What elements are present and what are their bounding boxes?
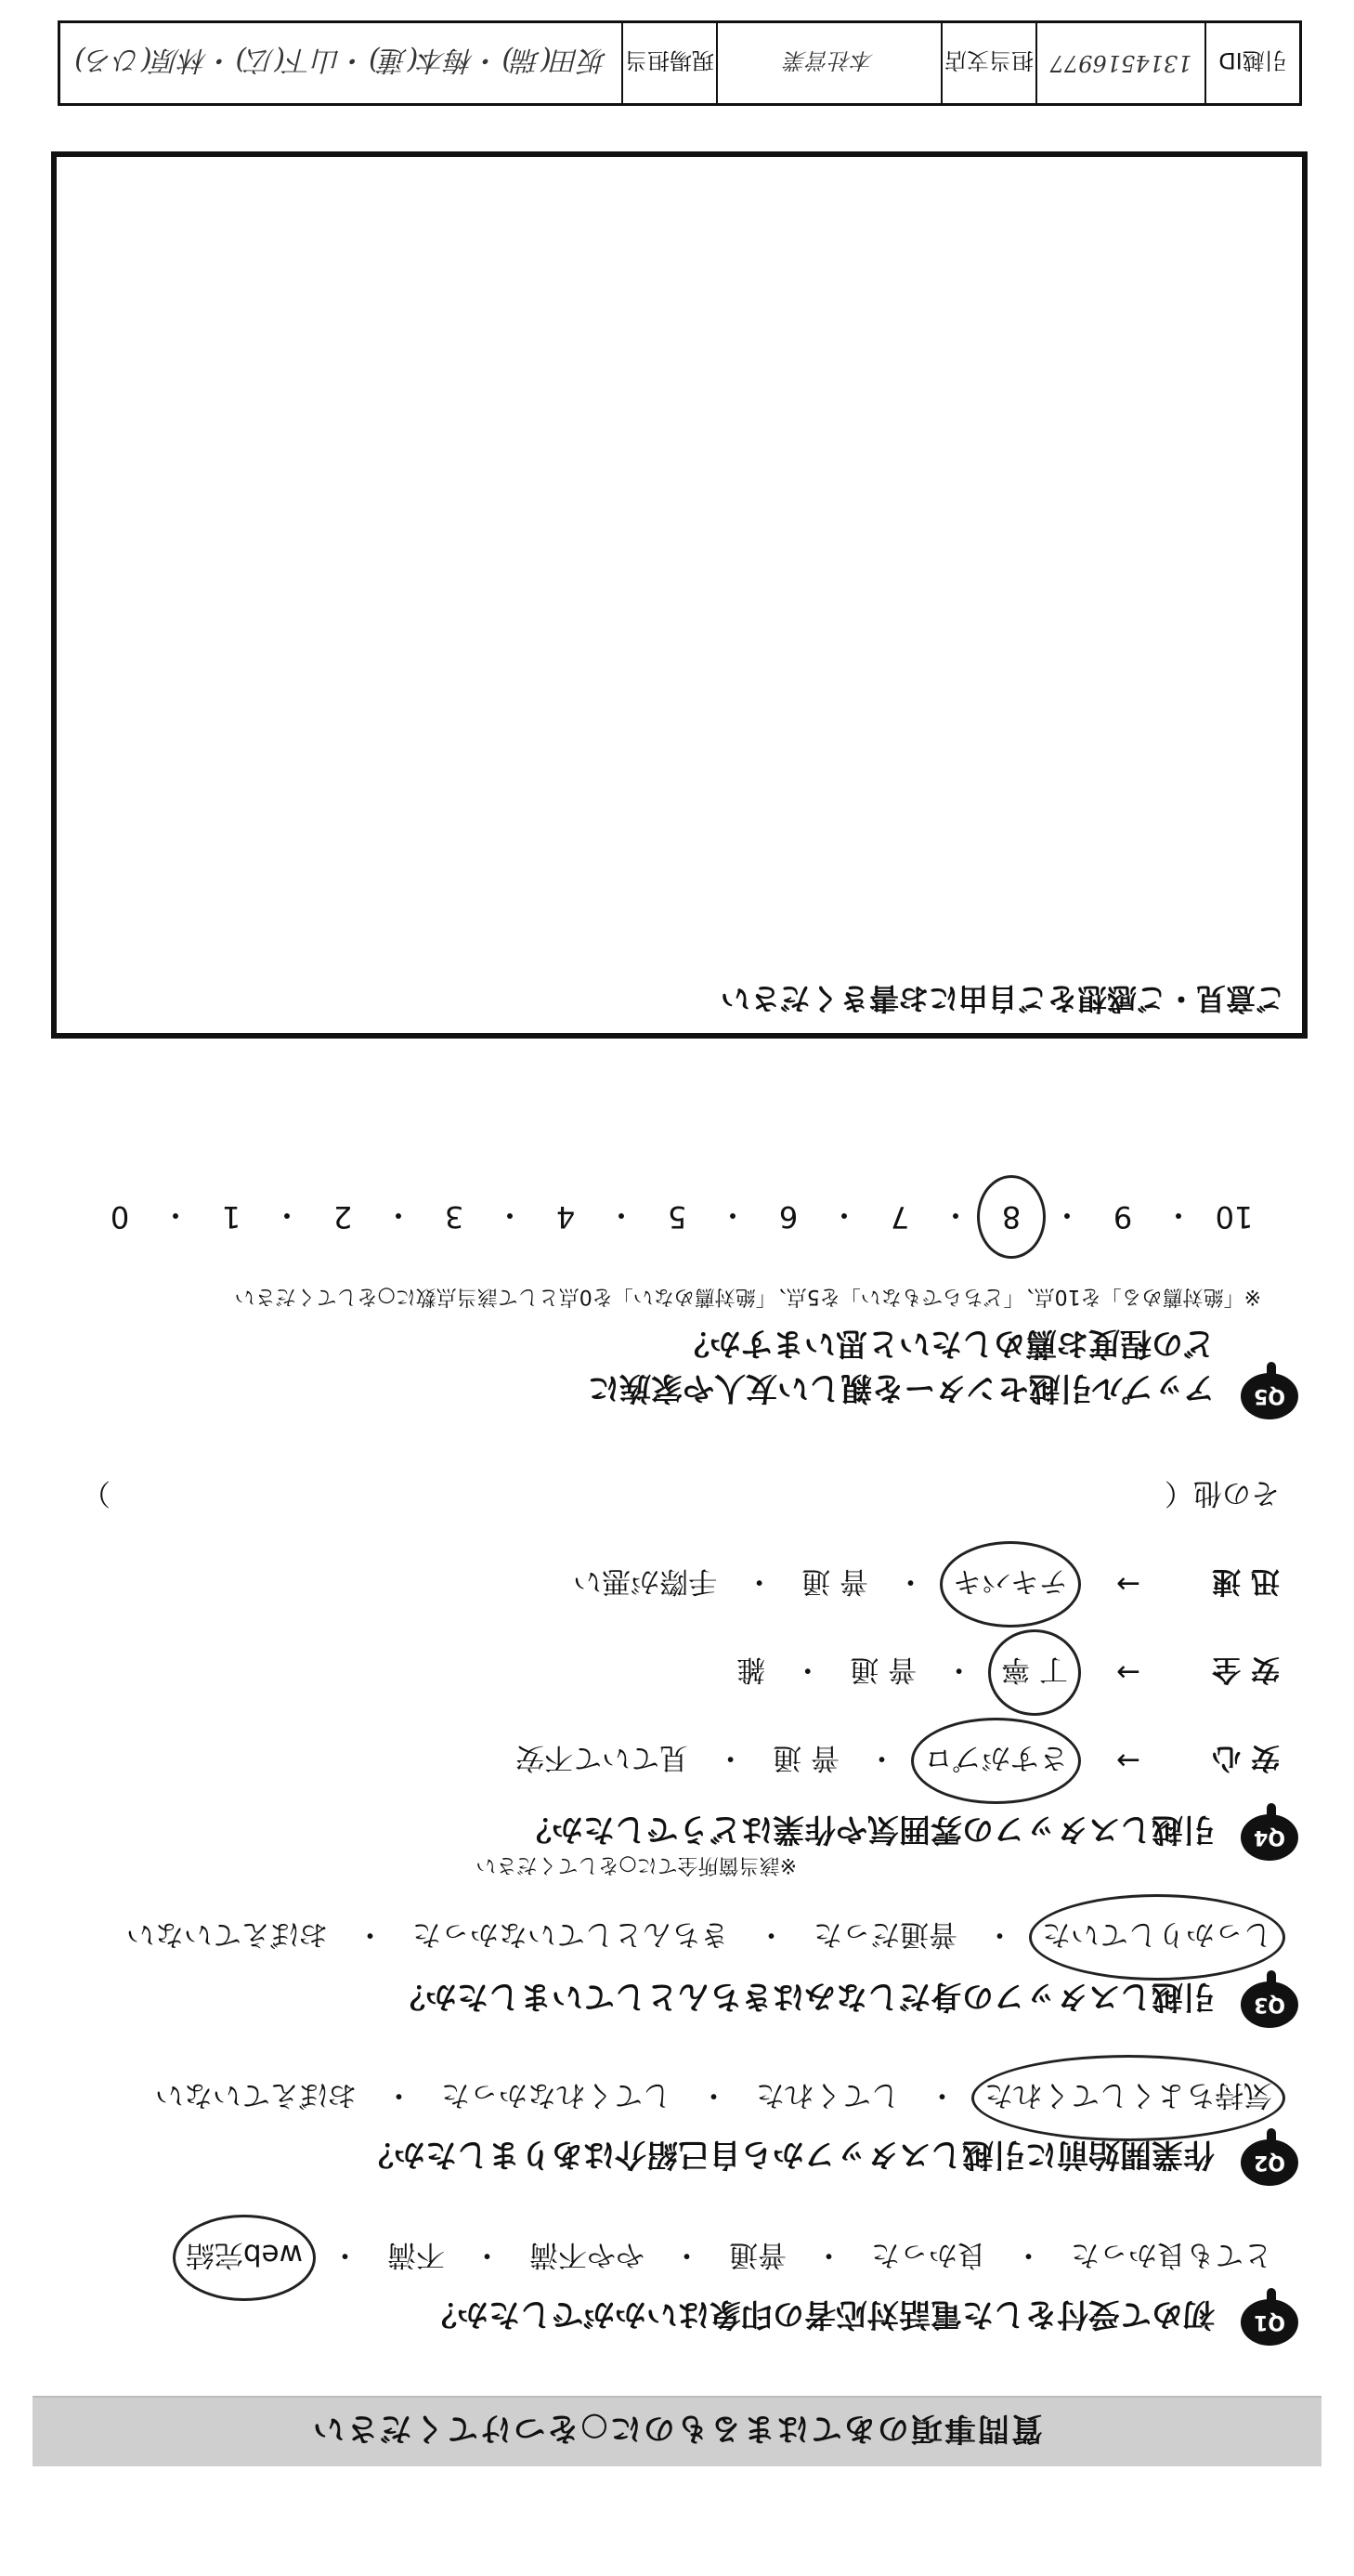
q2-option-1-selected[interactable]: 気持ちよくしてくれた	[977, 2077, 1280, 2119]
q4-note: ※該当箇所全てに○をしてください	[475, 1853, 797, 1876]
id-value: 1314516977	[1035, 23, 1204, 103]
q4-row-anshin: 安 心 → さすがプロ ・ 普 通 ・ 見ていて不安	[508, 1740, 1280, 1782]
q4-other-close: ）	[82, 1476, 111, 1510]
arrow-icon: →	[1116, 1655, 1140, 1690]
q5-text-line1: アップル引越センターを親しい友人や家族に	[588, 1369, 1215, 1406]
q3-badge: Q3	[1241, 1981, 1298, 2028]
q4-other-row	[82, 1475, 1280, 1517]
scale-3[interactable]: 3	[444, 1199, 464, 1235]
scale-0[interactable]: 0	[110, 1199, 130, 1235]
info-table	[58, 20, 1302, 106]
q2-text: 作業開始前に引越しスタッフから自己紹介はありましたか？	[362, 2136, 1215, 2173]
q2-option-2[interactable]: してくれた	[756, 2078, 900, 2112]
q3-option-4[interactable]: おぼえていない	[126, 1917, 328, 1951]
scale-8-selected[interactable]: 8	[984, 1199, 1038, 1235]
q4-row-label: 安 全	[1212, 1653, 1280, 1686]
q4-row-label: 迅 速	[1212, 1564, 1280, 1598]
question-5	[56, 1308, 1298, 1419]
q4-row1-option-3[interactable]: 見ていて不安	[515, 1741, 689, 1774]
q5-text-line2: どの程度お薦めしたいと思いますか？	[678, 1325, 1215, 1362]
q3-text: 引越しスタッフの身だしなみはきちんとしていましたか？	[394, 1978, 1215, 2015]
instruction-banner: 質問事項のあてはまるものに○をつけてください	[33, 2396, 1321, 2466]
scale-5[interactable]: 5	[667, 1199, 687, 1235]
q1-text: 初めて受付をした電話対応者の印象はいかがでしたか？	[425, 2295, 1215, 2333]
staff-label: 現場担当	[621, 23, 716, 103]
q5-note: ※「絶対薦める」を10点、「どちらでもない」を5点、「絶対薦めない」を0点として該当点数に○をしてください	[234, 1285, 1261, 1308]
q1-option-6-selected[interactable]: web完結	[178, 2237, 310, 2279]
q3-options: しっかりしていた ・ 普通だった ・ きちんとしていなかった ・ おぼえていない	[119, 1916, 1280, 1958]
q4-row1-option-2[interactable]: 普 通	[773, 1741, 840, 1774]
arrow-icon: →	[1116, 1744, 1140, 1778]
q4-row2-option-1-selected[interactable]: 丁 寧	[994, 1652, 1075, 1693]
q4-row3-option-2[interactable]: 普 通	[801, 1564, 868, 1598]
scale-1[interactable]: 1	[221, 1199, 241, 1235]
q4-row3-option-1-selected[interactable]: テキパキ	[945, 1563, 1075, 1605]
scale-2[interactable]: 2	[332, 1199, 353, 1235]
q4-row-anzen: 安 全 → 丁 寧 ・ 普 通 ・ 雑	[729, 1652, 1280, 1693]
q5-badge: Q5	[1241, 1373, 1298, 1419]
q4-row2-option-2[interactable]: 普 通	[850, 1653, 918, 1686]
q1-option-5[interactable]: 不満	[387, 2238, 445, 2271]
scale-7[interactable]: 7	[890, 1199, 910, 1235]
q3-option-3[interactable]: きちんとしていなかった	[412, 1917, 729, 1951]
q1-option-3[interactable]: 普通	[729, 2238, 787, 2271]
q4-text: 引越しスタッフの雰囲気や作業はどうでしたか？	[520, 1811, 1215, 1848]
q2-option-3[interactable]: してくれなかった	[441, 2078, 671, 2112]
q3-option-1-selected[interactable]: しっかりしていた	[1035, 1916, 1280, 1958]
q4-row1-option-1-selected[interactable]: さすがプロ	[917, 1740, 1075, 1782]
q4-row2-option-3[interactable]: 雑	[736, 1653, 766, 1686]
q4-badge: Q4	[1241, 1814, 1298, 1861]
scale-10[interactable]: 10	[1215, 1199, 1254, 1235]
q1-option-4[interactable]: やや不満	[529, 2238, 644, 2271]
q4-other-label: その他（	[1165, 1476, 1280, 1510]
scale-9[interactable]: 9	[1113, 1199, 1133, 1235]
arrow-icon: →	[1116, 1567, 1140, 1602]
scale-4[interactable]: 4	[555, 1199, 576, 1235]
q5-scale: 10 ・ 9 ・ 8 ・ 7 ・ 6 ・ 5 ・ 4 ・ 3 ・ 2 ・ 1 ・ 0	[93, 1196, 1261, 1238]
q2-options: 気持ちよくしてくれた ・ してくれた ・ してくれなかった ・ おぼえていない	[148, 2077, 1280, 2119]
free-comment-box[interactable]	[51, 151, 1308, 1039]
branch-value: 本社営業	[716, 23, 941, 103]
q1-badge: Q1	[1241, 2299, 1298, 2346]
q4-row-label: 安 心	[1212, 1741, 1280, 1774]
q3-option-2[interactable]: 普通だった	[814, 1917, 957, 1951]
q4-row-jinsoku: 迅 速 → テキパキ ・ 普 通 ・ 手際が悪い	[566, 1563, 1280, 1605]
q2-option-4[interactable]: おぼえていない	[155, 2078, 357, 2112]
id-label: 引越ID	[1204, 23, 1299, 103]
q1-option-2[interactable]: 良かった	[871, 2238, 986, 2271]
free-comment-title: ご意見・ご感想をご自由にお書きください	[720, 981, 1285, 1016]
q4-row3-option-3[interactable]: 手際が悪い	[573, 1564, 718, 1598]
q2-badge: Q2	[1241, 2139, 1298, 2186]
staff-value: 坂田(瑞)・梅本(蓮)・山下(広)・林原(ひろ)	[74, 44, 607, 76]
branch-label: 担当支店	[941, 23, 1035, 103]
scale-6[interactable]: 6	[778, 1199, 799, 1235]
q1-options: とても良かった ・ 良かった ・ 普通 ・ やや不満 ・ 不満 ・ web完結	[178, 2237, 1280, 2279]
q1-option-1[interactable]: とても良かった	[1071, 2238, 1272, 2271]
